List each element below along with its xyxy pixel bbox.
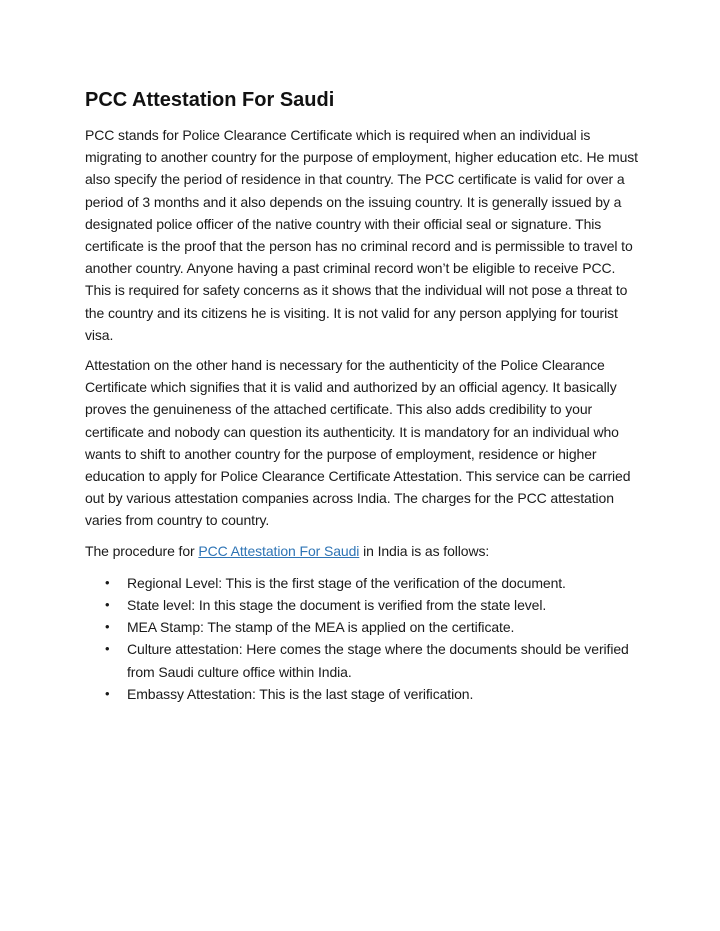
pcc-attestation-link[interactable]: PCC Attestation For Saudi xyxy=(198,542,360,559)
list-item xyxy=(105,683,640,705)
paragraph-procedure xyxy=(85,540,640,562)
list-item-text: Culture attestation: Here comes the stage where the documents should be verified from Saudi culture office within India. xyxy=(127,641,629,680)
bullet-icon: • xyxy=(105,685,110,701)
list-item-text: MEA Stamp: The stamp of the MEA is applied on the certificate. xyxy=(127,619,515,636)
document-page xyxy=(85,86,640,705)
procedure-prefix: The procedure for xyxy=(85,542,199,559)
list-item xyxy=(105,616,640,638)
document-title: PCC Attestation For Saudi xyxy=(85,89,335,111)
procedure-suffix: in India is as follows: xyxy=(359,542,490,559)
paragraph-pcc-definition: PCC stands for Police Clearance Certificate which is required when an individual is migrating to another country for the purpose of employment, higher education etc. He must also specify the period of residence in that country. The PCC certificate is valid for over a period of 3 months and it also depends on the issuing country. It is generally issued by a designated police officer of the native country with their official seal or signature. This certificate is the proof that the person has no criminal record and is permissible to travel to another country. Anyone having a past criminal record won’t be eligible to receive PCC. This is required for safety concerns as it shows that the individual will not pose a threat to the country and its citizens he is visiting. It is not valid for any person applying for tourist visa. xyxy=(85,127,638,343)
procedure-list xyxy=(85,572,640,705)
list-item-text: Regional Level: This is the first stage of the verification of the document. xyxy=(127,574,566,591)
bullet-icon: • xyxy=(105,597,110,613)
paragraph-attestation: Attestation on the other hand is necessary for the authenticity of the Police Clearance Certificate which signifies that it is valid and authorized by an official agency. It basically proves the genuineness of the attached certificate. This also adds credibility to your certificate and nobody can question its authenticity. It is mandatory for an individual who wants to shift to another country for the purpose of employment, residence or higher education to apply for Police Clearance Certificate Attestation. This service can be carried out by various attestation companies across India. The charges for the PCC attestation varies from country to country. xyxy=(85,357,631,529)
list-item xyxy=(105,572,640,594)
list-item xyxy=(105,638,640,682)
list-item xyxy=(105,594,640,616)
list-item-text: State level: In this stage the document is verified from the state level. xyxy=(127,597,547,614)
bullet-icon: • xyxy=(105,574,110,590)
bullet-icon: • xyxy=(105,641,110,657)
bullet-icon: • xyxy=(105,619,110,635)
list-item-text: Embassy Attestation: This is the last stage of verification. xyxy=(127,685,474,702)
